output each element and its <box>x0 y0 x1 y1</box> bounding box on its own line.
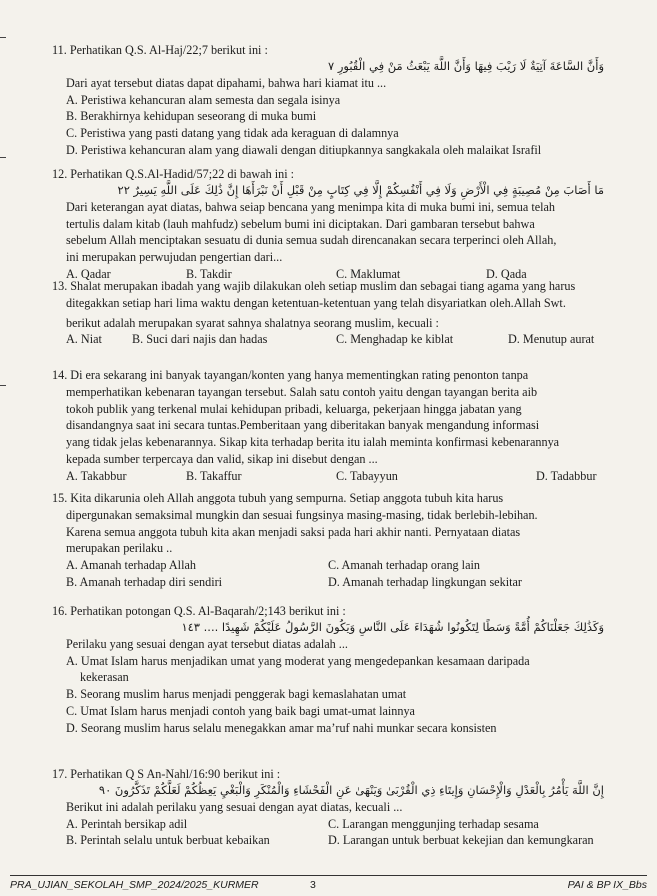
question-title: 11. Perhatikan Q.S. Al-Haj/22;7 berikut ini : <box>52 43 268 57</box>
question-text: 15. Kita dikarunia oleh Allah anggota tubuh yang sempurna. Setiap anggota tubuh kita harus <box>52 491 504 505</box>
question-text: 13. Shalat merupakan ibadah yang wajib dilakukan oleh setiap muslim dan sebagai tiang agama yang harus <box>52 279 576 293</box>
option-b[interactable]: B. Takaffur <box>186 468 242 483</box>
option-d[interactable]: D. Amanah terhadap lingkungan sekitar <box>328 575 522 590</box>
option-d[interactable]: D. Tadabbur <box>536 468 597 483</box>
text-line: dipergunakan semaksimal mungkin dan sesuai fungsinya masing-masing, tidak berlebih-lebihan. <box>66 507 538 522</box>
arabic-verse: وَكَذَٰلِكَ جَعَلْنَاكُمْ أُمَّةً وَسَطًا لِتَكُونُوا شُهَدَاءَ عَلَى النَّاسِ وَيَكُونَ الرَّسُولُ عَلَيْكُمْ شَهِيدًا .... ١٤٣ <box>181 619 604 634</box>
option-a[interactable]: A. Qadar <box>66 267 111 281</box>
option-b[interactable]: B. Seorang muslim harus menjadi penggerak bagi kemaslahatan umat <box>66 687 407 702</box>
text-line: tertulis dalam kitab (lauh mahfudz) sebelum bumi ini diciptakan. Dari gambaran tersebut bahwa <box>66 216 535 231</box>
footer-page-number: 3 <box>310 879 316 891</box>
question-text: Berikut ini adalah perilaku yang sesuai dengan ayat diatas, kecuali ... <box>66 799 403 814</box>
text-line: tokoh publik yang terkenal mulai kehidupan pribadi, keluarga, pekerjaan hingga jabatan yang <box>66 401 522 416</box>
option-c[interactable]: C. Umat Islam harus menjadi contoh yang baik bagi umat-umat lainnya <box>66 704 415 718</box>
question-text: 14. Di era sekarang ini banyak tayangan/konten yang hanya mementingkan rating penonton tanpa <box>52 368 529 382</box>
question-title: 17. Perhatikan Q S An-Nahl/16:90 berikut ini : <box>52 767 281 781</box>
option-list <box>52 468 644 485</box>
text-line: merupakan perilaku .. <box>66 541 173 556</box>
question-17 <box>52 766 644 849</box>
text-line: sebelum Allah menciptakan sesuatu di dunia semua sudah direncanakan secara terperinci oleh Allah, <box>66 233 557 248</box>
question-text: berikut adalah merupakan syarat sahnya shalatnya seorang muslim, kecuali : <box>66 315 439 330</box>
option-list <box>52 557 644 591</box>
option-b[interactable]: B. Amanah terhadap diri sendiri <box>66 575 223 590</box>
text-line: disandangnya saat ini secara tuntas.Pemberitaan yang diberitakan banyak mengandung informasi <box>66 418 540 433</box>
question-13 <box>52 278 644 348</box>
question-text-body <box>52 384 644 468</box>
option-c[interactable]: C. Tabayyun <box>336 468 398 483</box>
question-title: 16. Perhatikan potongan Q.S. Al-Baqarah/2;143 berikut ini : <box>52 604 346 618</box>
margin-mark <box>0 385 6 386</box>
page-footer <box>10 875 647 894</box>
option-a[interactable]: A. Peristiwa kehancuran alam semesta dan segala isinya <box>66 92 341 107</box>
option-a[interactable]: A. Takabbur <box>66 468 127 483</box>
option-c[interactable]: C. Amanah terhadap orang lain <box>328 558 480 573</box>
option-d[interactable]: D. Menutup aurat <box>508 332 595 347</box>
option-list <box>52 92 644 159</box>
option-a-continuation: kekerasan <box>80 670 129 685</box>
arabic-verse: إِنَّ اللَّهَ يَأْمُرُ بِالْعَدْلِ وَالْإِحْسَانِ وَإِيتَاءِ ذِي الْقُرْبَىٰ وَيَنْهَىٰ عَنِ الْفَحْشَاءِ وَالْمُنْكَرِ وَالْبَغْيِ يَعِظُكُمْ لَعَلَّكُمْ تَذَكَّرُونَ ٩٠ <box>98 782 604 797</box>
option-b[interactable]: B. Berakhirnya kehidupan seseorang di muka bumi <box>66 109 317 124</box>
option-d[interactable]: D. Qada <box>486 267 527 281</box>
question-12 <box>52 166 644 283</box>
footer-exam-code: PRA_UJIAN_SEKOLAH_SMP_2024/2025_KURMER <box>10 879 259 891</box>
question-text-body <box>52 507 644 557</box>
option-list <box>52 816 644 850</box>
question-text <box>52 199 644 266</box>
option-a[interactable]: A. Amanah terhadap Allah <box>66 558 196 573</box>
option-c[interactable]: C. Larangan menggunjing terhadap sesama <box>328 816 539 831</box>
option-b[interactable]: B. Suci dari najis dan hadas <box>132 332 268 347</box>
text-line: kepada sumber terpercaya dan valid, sikap ini disebut dengan ... <box>66 452 378 467</box>
question-15 <box>52 490 644 591</box>
arabic-verse: مَا أَصَابَ مِنْ مُصِيبَةٍ فِي الْأَرْضِ وَلَا فِي أَنْفُسِكُمْ إِلَّا فِي كِتَابٍ مِنْ قَبْلِ أَنْ نَبْرَأَهَا إِنَّ ذَٰلِكَ عَلَى اللَّهِ يَسِيرٌ ٢٢ <box>117 182 604 197</box>
text-line: ini merupakan perwujudan pengertian dari... <box>66 250 283 265</box>
option-d[interactable]: D. Peristiwa kehancuran alam yang diawali dengan ditiupkannya sangkakala oleh malaikat Israfil <box>66 143 542 157</box>
question-11 <box>52 42 644 159</box>
option-a[interactable]: A. Niat <box>66 332 102 347</box>
text-line: Karena semua anggota tubuh kita akan menjadi saksi pada hari akhir nanti. Pernyataan diatas <box>66 524 521 539</box>
option-d[interactable]: D. Larangan untuk berbuat kekejian dan kemungkaran <box>328 833 594 848</box>
option-d[interactable]: D. Seorang muslim harus selalu menegakkan amar ma’ruf nahi munkar secara konsisten <box>66 720 497 735</box>
question-14 <box>52 367 644 485</box>
option-c[interactable]: C. Menghadap ke kiblat <box>336 332 454 347</box>
question-text: ditegakkan setiap hari lima waktu dengan ketentuan-ketentuan yang telah disyariatkan oleh.Allah Swt. <box>66 295 566 310</box>
text-line: yang tidak jelas kebenarannya. Sikap kita terhadap berita itu ialah meminta konfirmasi kebenarannya <box>66 435 560 450</box>
option-list <box>52 653 644 737</box>
margin-mark <box>0 37 6 38</box>
question-title: 12. Perhatikan Q.S.Al-Hadid/57;22 di bawah ini : <box>52 167 295 181</box>
text-line: Dari keterangan ayat diatas, bahwa seiap bencana yang menimpa kita di muka bumi ini, semua telah <box>66 199 556 214</box>
question-16 <box>52 603 644 737</box>
option-c[interactable]: C. Peristiwa yang pasti datang yang tidak ada keraguan di dalamnya <box>66 126 399 141</box>
text-line: memperhatikan kebenaran tayangan tersebut. Salah satu contoh yaitu dengan tayangan berita aib <box>66 384 538 399</box>
option-c[interactable]: C. Maklumat <box>336 267 401 281</box>
margin-mark <box>0 157 6 158</box>
option-b[interactable]: B. Takdir <box>186 267 232 281</box>
option-a[interactable]: A. Perintah bersikap adil <box>66 816 188 831</box>
arabic-verse: وَأَنَّ السَّاعَةَ آتِيَةٌ لَا رَيْبَ فِيهَا وَأَنَّ اللَّهَ يَبْعَثُ مَنْ فِي الْقُبُورِ ٧ <box>328 58 604 73</box>
option-b[interactable]: B. Perintah selalu untuk berbuat kebaikan <box>66 833 270 848</box>
question-text: Perilaku yang sesuai dengan ayat tersebut diatas adalah ... <box>66 636 348 651</box>
footer-subject: PAI & BP IX_Bbs <box>567 879 647 891</box>
option-list <box>52 331 644 348</box>
question-text: Dari ayat tersebut diatas dapat dipahami, bahwa hari kiamat itu ... <box>66 75 387 90</box>
option-a[interactable]: A. Umat Islam harus menjadikan umat yang moderat yang mengedepankan kesamaan daripada <box>66 653 530 668</box>
